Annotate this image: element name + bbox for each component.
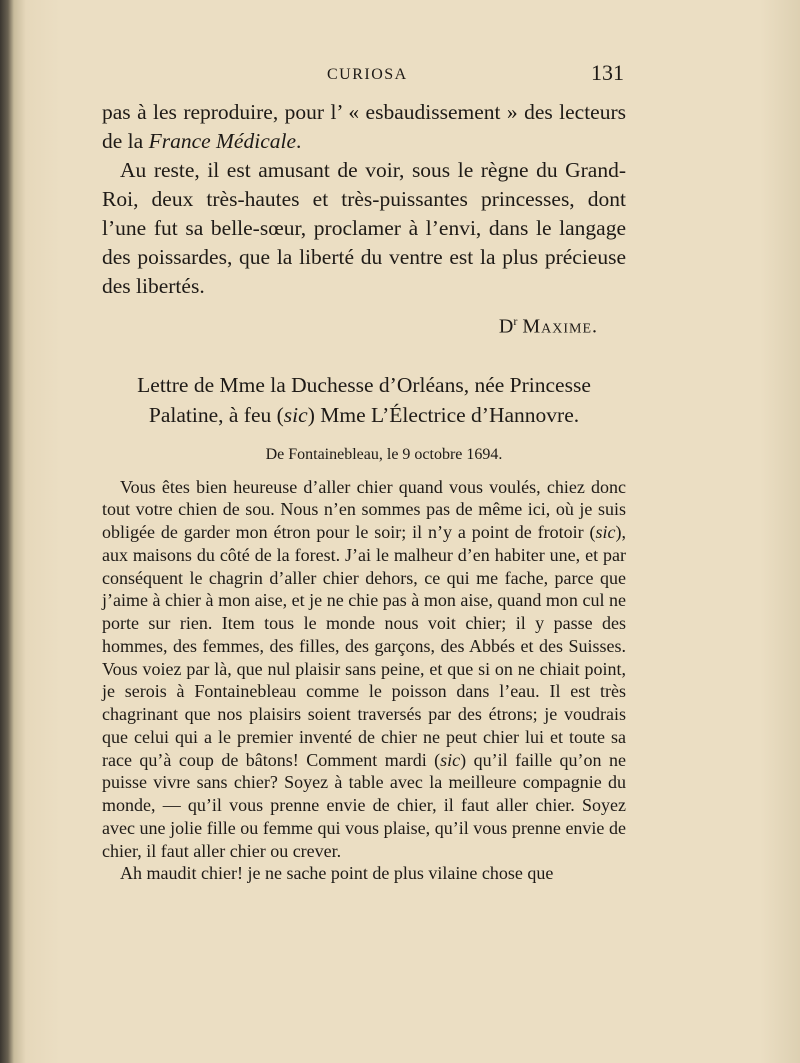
letter-title-line2-start: Palatine, à feu ( [148,402,284,427]
paragraph-intro-text: pas à les reproduire, pour l’ « esbaudissement » des lecteurs de la [102,100,626,153]
letter-final-line: Ah maudit chier! je ne sache point de plus vilaine chose que [120,863,554,884]
paragraph-intro [102,98,626,156]
page-body [102,98,626,885]
signature-name: Maxime. [522,315,598,338]
paragraph-commentary: Au reste, il est amusant de voir, sous le règne du Grand-Roi, deux très-hautes et très-puissantes princesses, dont l’une fut sa belle-sœur, proclamer à l’envi, dans le langage des poissardes, que la liberté du ventre est la plus précieuse des libertés. [102,158,626,298]
letter-sic-1: sic [595,522,616,543]
letter-title-sic: sic [283,402,308,427]
letter-text-1: Vous êtes bien heureuse d’aller chier quand vous voulés, chiez donc tout votre chien de sou. Nous n’en sommes pas de même ici, où je suis obligée de garder mon étron pour le soir; il n’y a point de frotoir ( [102,476,626,543]
letter-text-3: ) qu’il faille qu’on ne puisse vivre sans chier? Soyez à table avec la meilleure compagnie du monde, — qu’il vous prenne envie de chier, il faut aller chier. Soyez avec une jolie fille ou femme qui vous plaise, qu’il vous prenne envie de chier, il faut aller chier ou crever. [102,749,626,861]
signature-superscript: r [513,314,518,328]
letter-text-2: ), aux maisons du côté de la forest. J’ai le malheur d’en habiter une, et par conséquent le chagrin d’aller chier dehors, ce qui me fache, parce que j’aime à chier à mon aise, et je ne chie pas à mon aise, quand mon cul ne porte sur rien. Item tous le monde nous voit chier; il y passe des hommes, des femmes, des filles, des garçons, des Abbés et des Suisses. Vous voiez par là, que nul plaisir sans peine, et que si on ne chiait point, je serois à Fontainebleau comme le poisson dans l’eau. Il est très chagrinant que nos plaisirs soient traversés par des étrons; je voudrais que celui qui a le premier inventé de chier ne peut chier lui et toute sa race qu’à coup de bâtons! Comment mardi ( [102,522,626,770]
letter-title-line1: Lettre de Mme la Duchesse d’Orléans, née Princesse [137,372,591,397]
letter-title-line2-end: ) Mme L’Électrice d’Hannovre. [307,402,580,427]
paragraph-intro-end: . [296,129,302,153]
page-header [102,60,624,90]
page-number: 131 [591,60,624,85]
running-title: CURIOSA [327,66,408,83]
author-signature [102,307,626,342]
signature-prefix: D [498,315,514,338]
dateline: De Fontainebleau, le 9 octobre 1694. [265,445,503,463]
letter-title [102,370,626,430]
journal-title: France Médicale [148,129,297,153]
letter-body [102,476,626,863]
letter-sic-2: sic [440,749,461,770]
